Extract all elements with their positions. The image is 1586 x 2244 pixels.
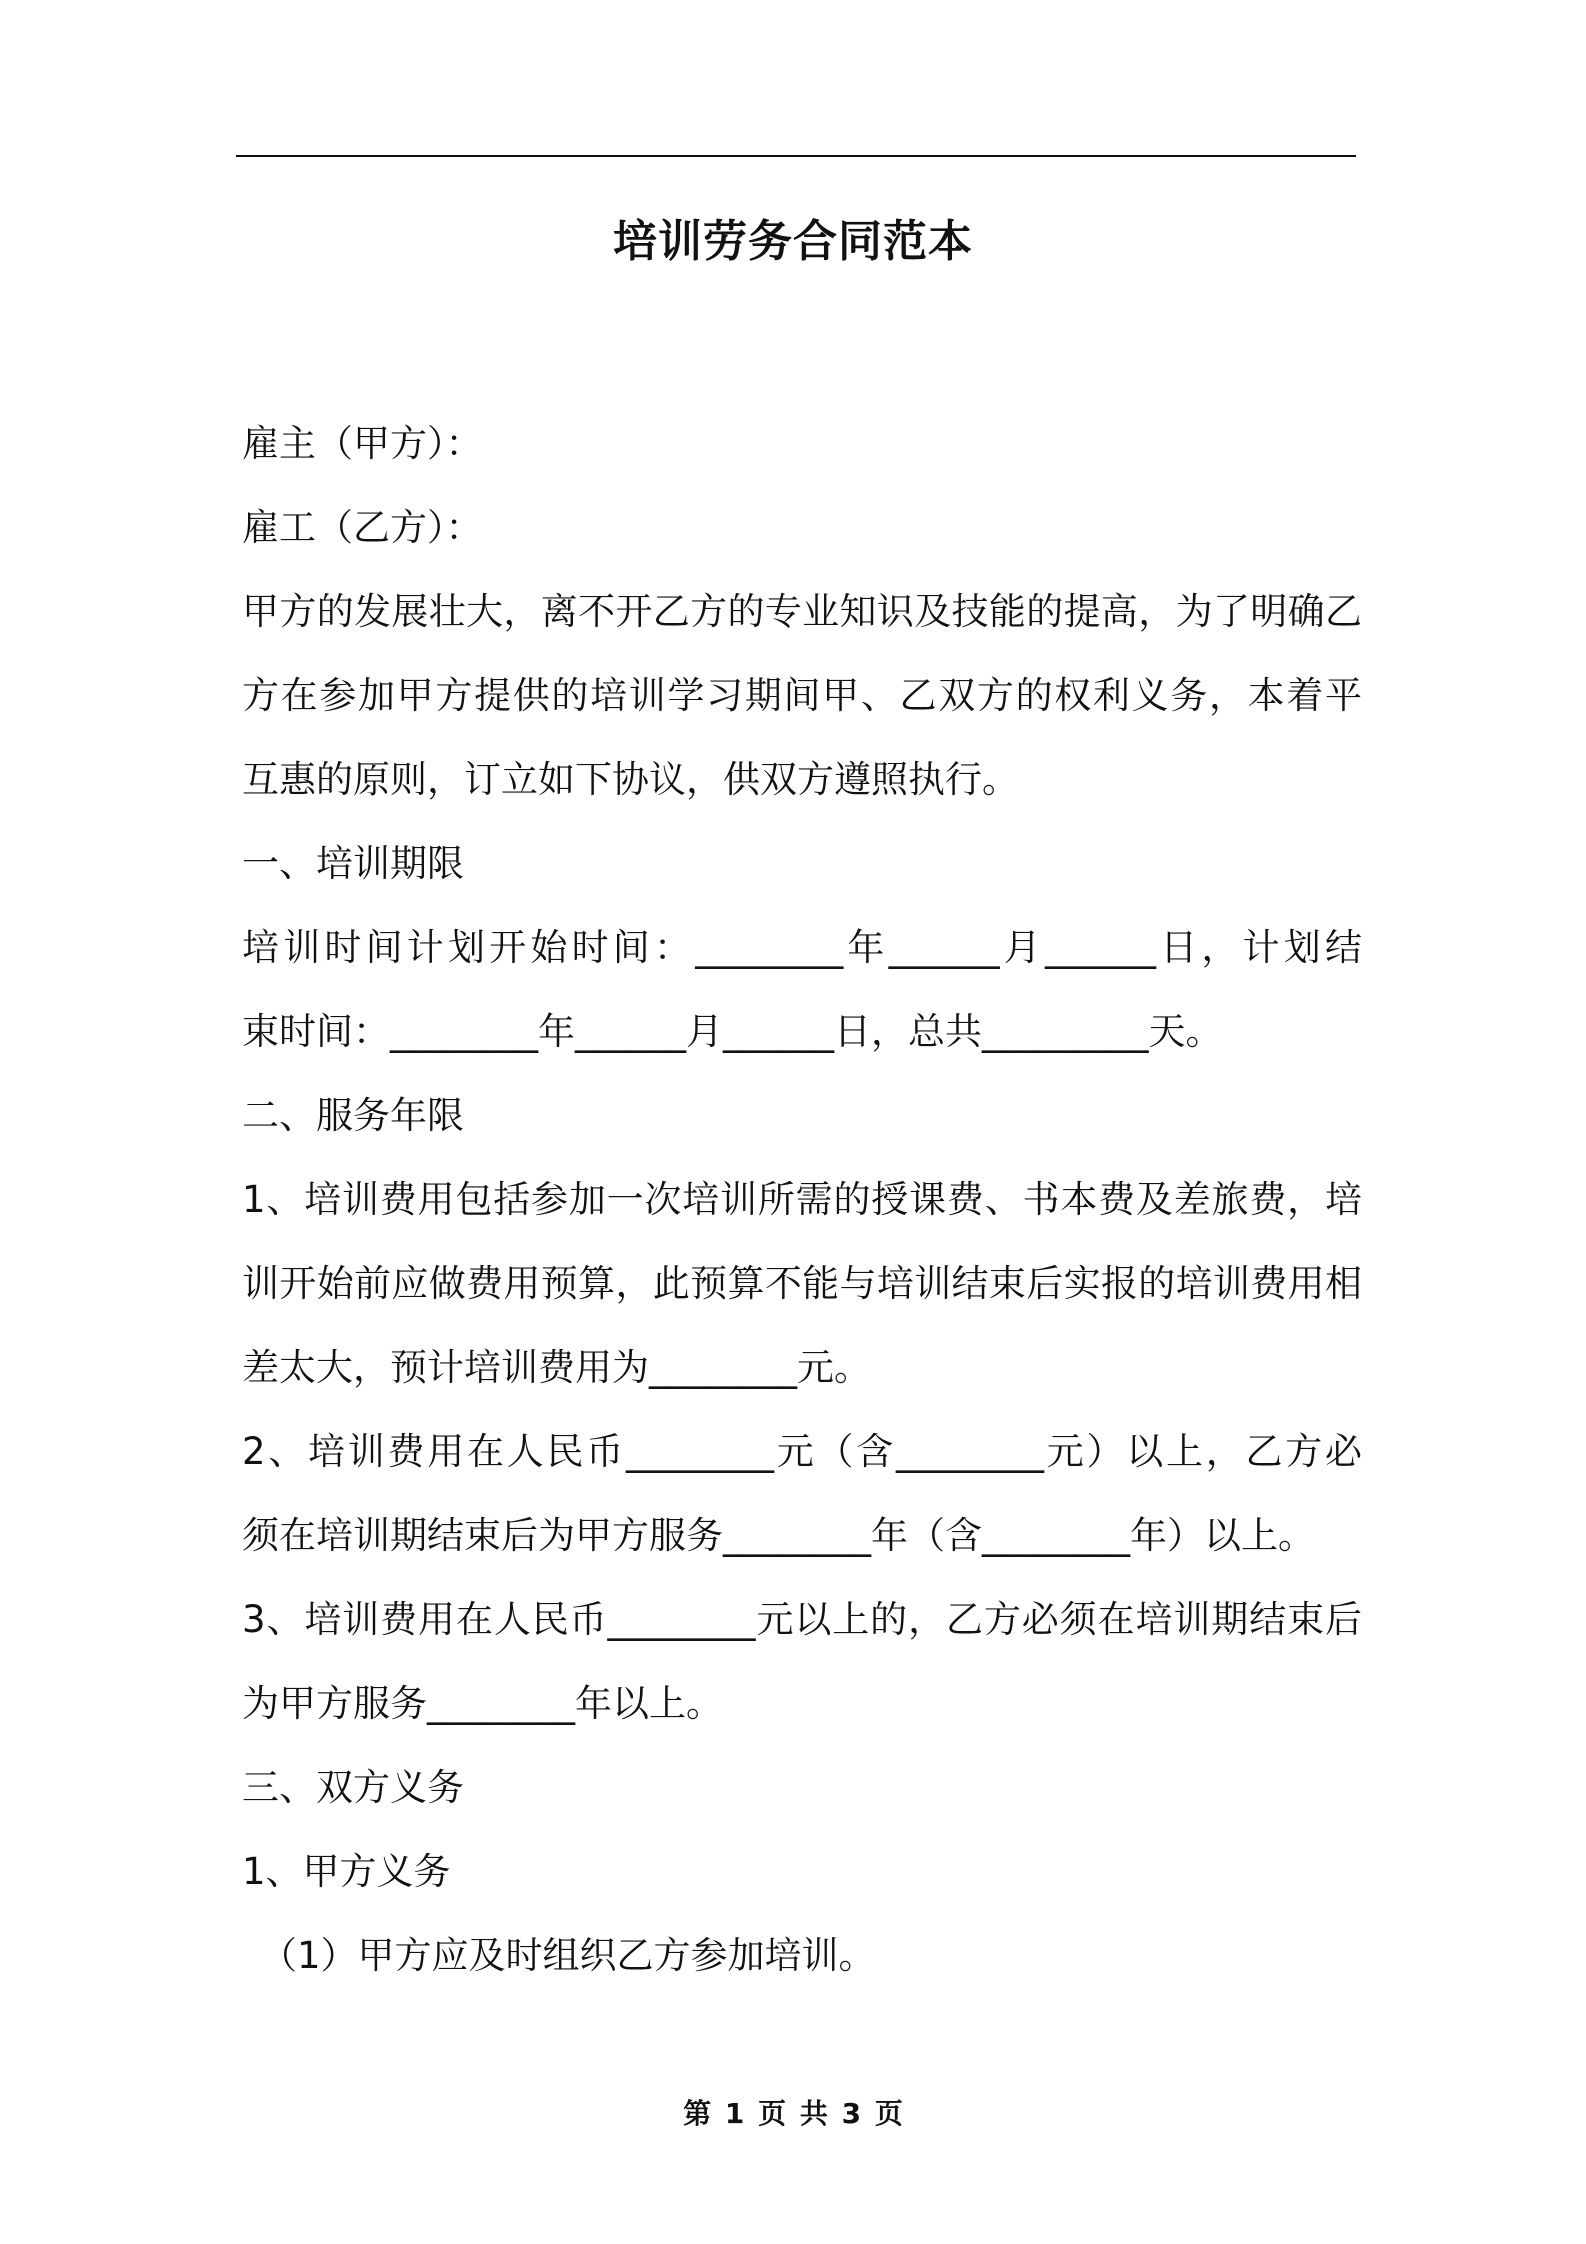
section-heading-training-period: 一、培训期限: [242, 842, 464, 885]
employer-line: 雇主（甲方）：: [242, 422, 483, 465]
document-body: [242, 402, 1362, 1998]
document-title: 培训劳务合同范本: [613, 216, 973, 267]
intro-paragraph-line: 方在参加甲方提供的培训学习期间甲、乙双方的权利义务，本着平: [242, 674, 1362, 717]
intro-paragraph-line: 甲方的发展壮大，离不开乙方的专业知识及技能的提高，为了明确乙: [242, 590, 1362, 633]
clause-2-line: 2、培训费用在人民币________元（含________元）以上，乙方必: [242, 1430, 1362, 1473]
intro-paragraph-line: 互惠的原则，订立如下协议，供双方遵照执行。: [242, 758, 1019, 801]
clause-3-line: 3、培训费用在人民币________元以上的，乙方必须在培训期结束后: [242, 1598, 1362, 1641]
training-period-line: 培训时间计划开始时间：________年______月______日，计划结: [242, 926, 1362, 969]
clause-1-line: 差太大，预计培训费用为________元。: [242, 1346, 871, 1389]
header-rule: [236, 155, 1356, 157]
clause-3-line: 为甲方服务________年以上。: [242, 1682, 723, 1725]
employee-line: 雇工（乙方）：: [242, 506, 483, 549]
section-heading-obligations: 三、双方义务: [242, 1766, 464, 1809]
subsection-heading-party-a: 1、甲方义务: [242, 1850, 451, 1893]
page-number: 第 1 页 共 3 页: [683, 2097, 903, 2130]
section-heading-service-term: 二、服务年限: [242, 1094, 464, 1137]
clause-1-line: 训开始前应做费用预算，此预算不能与培训结束后实报的培训费用相: [242, 1262, 1362, 1305]
clause-2-line: 须在培训期结束后为甲方服务________年（含________年）以上。: [242, 1514, 1315, 1557]
clause-1-line: 1、培训费用包括参加一次培训所需的授课费、书本费及差旅费，培: [242, 1178, 1362, 1221]
training-period-line: 束时间：________年______月______日，总共_________天。: [242, 1010, 1223, 1053]
obligation-item: （1）甲方应及时组织乙方参加培训。: [260, 1934, 876, 1977]
